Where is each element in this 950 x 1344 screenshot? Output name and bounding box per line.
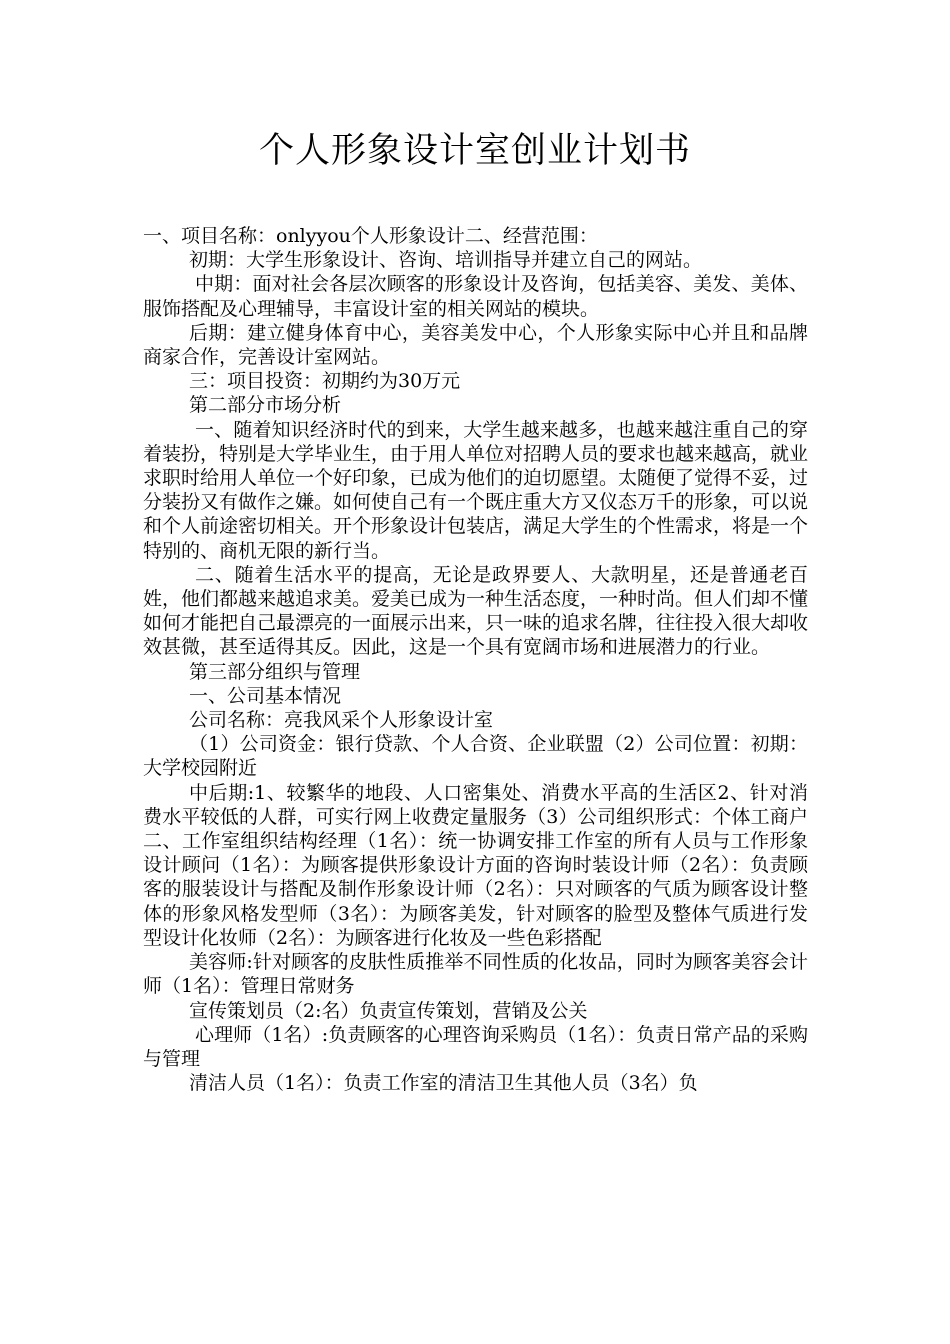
subheading-company-basics: 一、公司基本情况: [189, 684, 342, 707]
document-body: [143, 224, 808, 1095]
section-heading-market-analysis: 第二部分市场分析: [189, 394, 342, 417]
paragraph-mid-stage: 中期：面对社会各层次顾客的形象设计及咨询，包括美容、美发、美体、服饰搭配及心理辅导，丰富设计室的相关网站的模块。: [143, 273, 808, 320]
paragraph-company-funds: （1）公司资金：银行贷款、个人合资、企业联盟（2）公司位置：初期：大学校园附近: [143, 733, 808, 780]
paragraph-market-one: 一、随着知识经济时代的到来，大学生越来越多，也越来越注重自己的穿着装扮，特别是大学毕业生，由于用人单位对招聘人员的要求也越来越高，就业求职时给用人单位一个好印象，已成为他们的迫切愿望。太随便了觉得不妥，过分装扮又有做作之嫌。如何使自己有一个既庄重大方又仪态万千的形象，可以说和个人前途密切相关。开个形象设计包装店，满足大学生的个性需求，将是一个特别的、商机无限的新行当。: [143, 418, 809, 562]
paragraph-late-stage: 后期：建立健身体育中心，美容美发中心，个人形象实际中心并且和品牌商家合作，完善设计室网站。: [143, 321, 808, 369]
section-heading-organization: 第三部分组织与管理: [189, 660, 361, 683]
paragraph-psychologist: 心理师（1名）:负责顾客的心理咨询采购员（1名）：负责日常产品的采购与管理: [143, 1023, 808, 1070]
paragraph-org-structure: 中后期:1、较繁华的地段、人口密集处、消费水平高的生活区2、针对消费水平较低的人群，可实行网上收费定量服务（3）公司组织形式：个体工商户二、工作室组织结构经理（1名）：统一协调安排工作室的所有人员与工作形象设计顾问（1名）：为顾客提供形象设计方面的咨询时装设计师（2名）：负责顾客的服装设计与搭配及制作形象设计师（2名）：只对顾客的气质为顾客设计整体的形象风格发型师（3名）：为顾客美发，针对顾客的脸型及整体气质进行发型设计化妆师（2名）：为顾客进行化妆及一些色彩搭配: [143, 781, 808, 949]
paragraph-project-name: 一、项目名称：onlyyou个人形象设计二、经营范围：: [143, 225, 598, 247]
paragraph-market-two: 二、随着生活水平的提高，无论是政界要人、大款明星，还是普通老百姓，他们都越来越追求美。爱美已成为一种生活态度，一种时尚。但人们却不懂如何才能把自己最漂亮的一面展示出来，只一味的追求名牌，往往投入很大却收效甚微，甚至适得其反。因此，这是一个具有宽阔市场和进展潜力的行业。: [143, 563, 809, 659]
paragraph-publicity: 宣传策划员（2:名）负责宣传策划，营销及公关: [189, 999, 588, 1022]
paragraph-beautician: 美容师:针对顾客的皮肤性质推举不同性质的化妆品，同时为顾客美容会计师（1名）：管理日常财务: [143, 951, 808, 998]
paragraph-initial-stage: 初期：大学生形象设计、咨询、培训指导并建立自己的网站。: [189, 249, 703, 272]
paragraph-investment: 三：项目投资：初期约为30万元: [189, 370, 461, 393]
paragraph-company-name: 公司名称：亮我风采个人形象设计室: [189, 709, 494, 732]
document-title: 个人形象设计室创业计划书: [258, 131, 691, 171]
paragraph-cleaning: 清洁人员（1名）：负责工作室的清洁卫生其他人员（3名）负: [189, 1072, 698, 1095]
